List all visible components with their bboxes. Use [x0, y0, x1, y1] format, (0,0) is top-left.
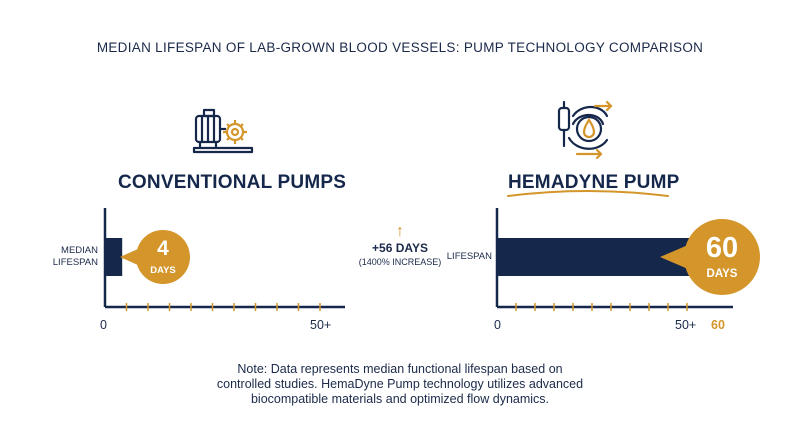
increase-annotation — [330, 225, 470, 267]
left-tick-label-end: 50+ — [310, 318, 332, 332]
right-tick-label-extra: 60 — [711, 318, 725, 332]
right-chart — [497, 191, 760, 311]
footnote-line-2: controlled studies. HemaDyne Pump technology utilizes advanced — [216, 377, 584, 391]
conventional-pumps-heading: CONVENTIONAL PUMPS — [118, 172, 347, 193]
right-tick-label-end: 50+ — [675, 318, 697, 332]
right-ylabel: LIFESPAN — [446, 251, 492, 262]
left-ylabel-line2: LIFESPAN — [52, 257, 98, 268]
up-arrow-icon: ↑ — [396, 223, 404, 240]
hemadyne-pump-heading: HEMADYNE PUMP — [508, 172, 680, 193]
increase-days: +56 DAYS — [372, 241, 428, 255]
badge-value: 60 — [705, 232, 739, 264]
increase-percent: (1400% INCREASE) — [358, 257, 442, 267]
heading-underline — [508, 191, 668, 196]
badge-value: 4 — [157, 237, 169, 260]
footnote — [0, 362, 800, 407]
badge-unit: DAYS — [150, 265, 176, 276]
badge-unit: DAYS — [706, 268, 738, 280]
footnote-line-3: biocompatible materials and optimized flow dynamics. — [250, 392, 550, 406]
bar — [105, 238, 122, 276]
right-tick-label-start: 0 — [494, 318, 501, 332]
left-chart — [105, 208, 345, 311]
left-ylabel-line1: MEDIAN — [61, 245, 98, 256]
chart-title: MEDIAN LIFESPAN OF LAB-GROWN BLOOD VESSELS: PUMP TECHNOLOGY COMPARISON — [96, 40, 704, 55]
footnote-line-1: Note: Data represents median functional lifespan based on — [237, 362, 563, 376]
left-tick-label-start: 0 — [100, 318, 107, 332]
